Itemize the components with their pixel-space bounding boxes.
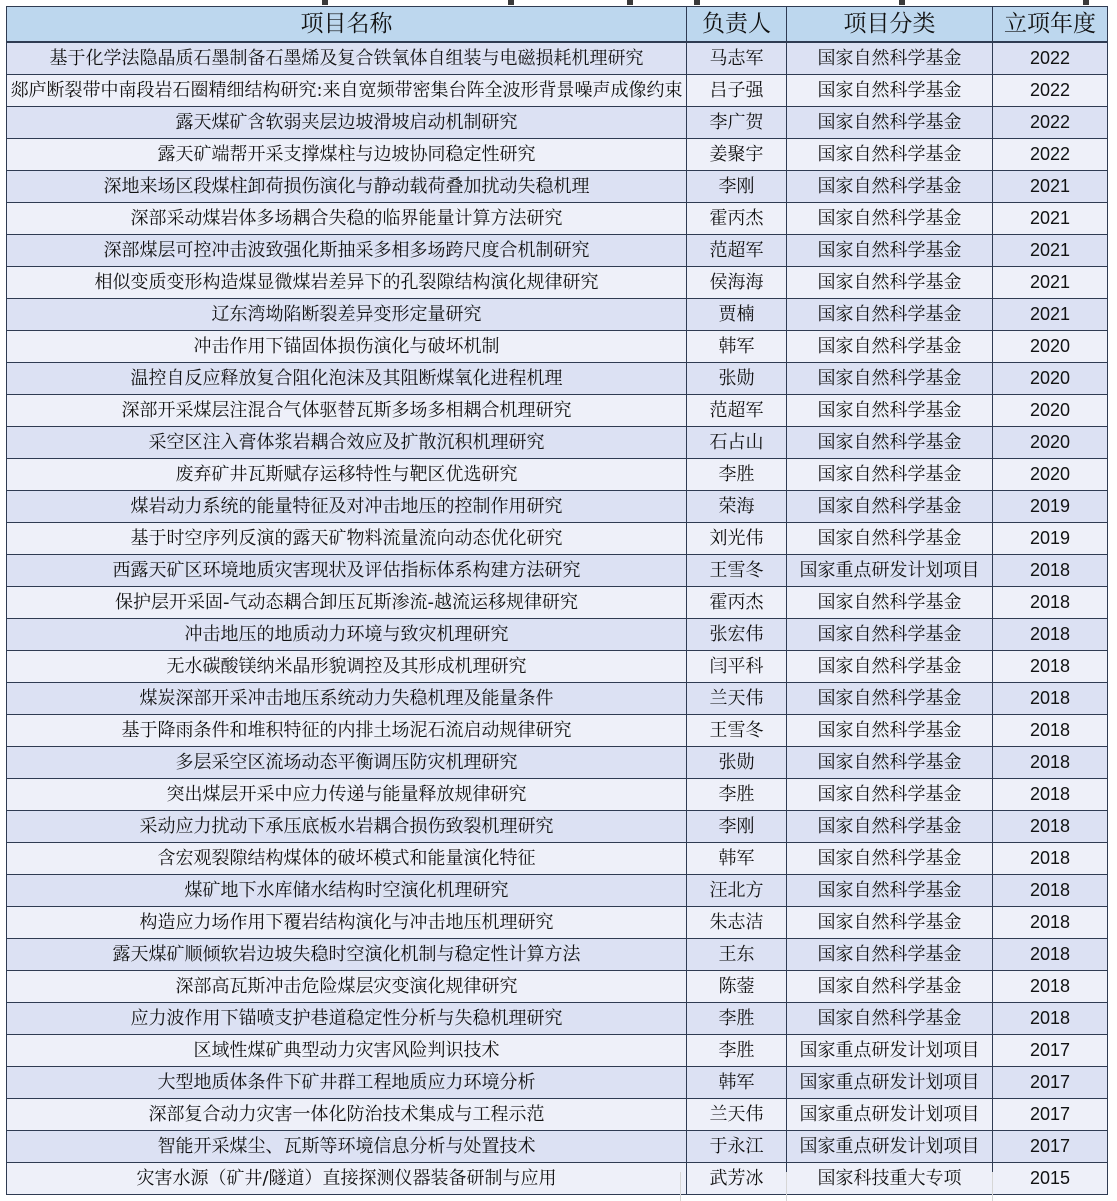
table-row [7,427,1108,459]
table-row [7,107,1108,139]
project-name-cell[interactable]: 含宏观裂隙结构煤体的破坏模式和能量演化特征 [7,843,687,875]
leader-cell[interactable]: 马志军 [687,42,787,75]
year-cell[interactable]: 2017 [993,1067,1108,1099]
leader-cell[interactable]: 张勋 [687,363,787,395]
year-cell[interactable]: 2018 [993,1003,1108,1035]
year-cell[interactable]: 2021 [993,267,1108,299]
year-cell[interactable]: 2021 [993,299,1108,331]
leader-cell[interactable]: 王雪冬 [687,555,787,587]
leader-cell[interactable]: 霍丙杰 [687,203,787,235]
year-cell[interactable]: 2015 [993,1163,1108,1195]
leader-cell[interactable]: 王东 [687,939,787,971]
project-name-cell[interactable]: 大型地质体条件下矿井群工程地质应力环境分析 [7,1067,687,1099]
year-cell[interactable]: 2018 [993,779,1108,811]
category-cell[interactable]: 国家重点研发计划项目 [787,1099,993,1131]
cell-border-marker [694,0,700,5]
leader-cell[interactable]: 李胜 [687,779,787,811]
project-name-cell[interactable]: 区域性煤矿典型动力灾害风险判识技术 [7,1035,687,1067]
year-cell[interactable]: 2021 [993,235,1108,267]
leader-cell[interactable]: 侯海海 [687,267,787,299]
table-row [7,459,1108,491]
project-name-cell[interactable]: 辽东湾坳陷断裂差异变形定量研究 [7,299,687,331]
project-name-cell[interactable]: 西露天矿区环境地质灾害现状及评估指标体系构建方法研究 [7,555,687,587]
leader-cell[interactable]: 张勋 [687,747,787,779]
year-cell[interactable]: 2020 [993,427,1108,459]
category-cell[interactable]: 国家自然科学基金 [787,1003,993,1035]
table-row [7,1131,1108,1163]
project-name-cell[interactable]: 冲击作用下锚固体损伤演化与破坏机制 [7,331,687,363]
year-cell[interactable]: 2017 [993,1099,1108,1131]
year-cell[interactable]: 2020 [993,459,1108,491]
year-cell[interactable]: 2022 [993,139,1108,171]
gridline [786,1172,787,1201]
header-row [7,7,1108,43]
project-name-cell[interactable]: 相似变质变形构造煤显微煤岩差异下的孔裂隙结构演化规律研究 [7,267,687,299]
leader-cell[interactable]: 韩军 [687,843,787,875]
table-row [7,363,1108,395]
project-name-cell[interactable]: 采空区注入膏体浆岩耦合效应及扩散沉积机理研究 [7,427,687,459]
table-row [7,523,1108,555]
category-cell[interactable]: 国家自然科学基金 [787,42,993,75]
table-row [7,683,1108,715]
table-row [7,171,1108,203]
year-cell[interactable]: 2021 [993,203,1108,235]
category-cell[interactable]: 国家自然科学基金 [787,395,993,427]
project-name-cell[interactable]: 保护层开采固-气动态耦合卸压瓦斯渗流-越流运移规律研究 [7,587,687,619]
category-cell[interactable]: 国家自然科学基金 [787,587,993,619]
category-cell[interactable]: 国家自然科学基金 [787,939,993,971]
year-cell[interactable]: 2018 [993,715,1108,747]
year-cell[interactable]: 2018 [993,875,1108,907]
table-row [7,1035,1108,1067]
table-row [7,1003,1108,1035]
category-cell[interactable]: 国家自然科学基金 [787,811,993,843]
header-project-name[interactable]: 项目名称 [7,7,687,43]
leader-cell[interactable]: 李胜 [687,1003,787,1035]
project-name-cell[interactable]: 深部煤层可控冲击波致强化斯抽采多相多场跨尺度合机制研究 [7,235,687,267]
leader-cell[interactable]: 范超军 [687,395,787,427]
leader-cell[interactable]: 兰天伟 [687,1099,787,1131]
category-cell[interactable]: 国家重点研发计划项目 [787,1067,993,1099]
category-cell[interactable]: 国家自然科学基金 [787,363,993,395]
cell-border-marker [627,0,633,5]
leader-cell[interactable]: 韩军 [687,331,787,363]
table-row [7,331,1108,363]
project-name-cell[interactable]: 深地来场区段煤柱卸荷损伤演化与静动载荷叠加扰动失稳机理 [7,171,687,203]
header-leader[interactable]: 负责人 [687,7,787,43]
year-cell[interactable]: 2020 [993,395,1108,427]
year-cell[interactable]: 2018 [993,939,1108,971]
table-row [7,939,1108,971]
project-name-cell[interactable]: 构造应力场作用下覆岩结构演化与冲击地压机理研究 [7,907,687,939]
table-row [7,491,1108,523]
year-cell[interactable]: 2018 [993,587,1108,619]
leader-cell[interactable]: 陈蓥 [687,971,787,1003]
leader-cell[interactable]: 李胜 [687,459,787,491]
leader-cell[interactable]: 兰天伟 [687,683,787,715]
leader-cell[interactable]: 荣海 [687,491,787,523]
category-cell[interactable]: 国家自然科学基金 [787,683,993,715]
category-cell[interactable]: 国家自然科学基金 [787,171,993,203]
leader-cell[interactable]: 于永江 [687,1131,787,1163]
table-row [7,1099,1108,1131]
project-name-cell[interactable]: 无水碳酸镁纳米晶形貌调控及其形成机理研究 [7,651,687,683]
leader-cell[interactable]: 范超军 [687,235,787,267]
leader-cell[interactable]: 贾楠 [687,299,787,331]
table-row [7,971,1108,1003]
leader-cell[interactable]: 汪北方 [687,875,787,907]
gridline [680,1172,681,1201]
category-cell[interactable]: 国家自然科学基金 [787,459,993,491]
project-table [6,6,1108,1195]
category-cell[interactable]: 国家自然科学基金 [787,651,993,683]
leader-cell[interactable]: 张宏伟 [687,619,787,651]
table-row [7,715,1108,747]
table-row [7,395,1108,427]
cell-border-marker [508,0,514,5]
project-name-cell[interactable]: 深部采动煤岩体多场耦合失稳的临界能量计算方法研究 [7,203,687,235]
project-name-cell[interactable]: 露天矿端帮开采支撑煤柱与边坡协同稳定性研究 [7,139,687,171]
header-category[interactable]: 项目分类 [787,7,993,43]
year-cell[interactable]: 2022 [993,75,1108,107]
table-body [7,42,1108,1195]
leader-cell[interactable]: 李广贺 [687,107,787,139]
table-row [7,651,1108,683]
category-cell[interactable]: 国家自然科学基金 [787,107,993,139]
year-cell[interactable]: 2017 [993,1131,1108,1163]
category-cell[interactable]: 国家自然科学基金 [787,427,993,459]
gridline [992,1172,993,1201]
project-name-cell[interactable]: 温控自反应释放复合阻化泡沫及其阻断煤氧化进程机理 [7,363,687,395]
leader-cell[interactable]: 王雪冬 [687,715,787,747]
table-row [7,1067,1108,1099]
category-cell[interactable]: 国家自然科学基金 [787,875,993,907]
table-row [7,619,1108,651]
year-cell[interactable]: 2021 [993,171,1108,203]
category-cell[interactable]: 国家科技重大专项 [787,1163,993,1195]
year-cell[interactable]: 2018 [993,843,1108,875]
table-row [7,907,1108,939]
category-cell[interactable]: 国家自然科学基金 [787,619,993,651]
project-name-cell[interactable]: 多层采空区流场动态平衡调压防灾机理研究 [7,747,687,779]
year-cell[interactable]: 2020 [993,363,1108,395]
year-cell[interactable]: 2018 [993,971,1108,1003]
year-cell[interactable]: 2018 [993,651,1108,683]
year-cell[interactable]: 2018 [993,811,1108,843]
year-cell[interactable]: 2018 [993,619,1108,651]
project-name-cell[interactable]: 灾害水源（矿井/隧道）直接探测仪器装备研制与应用 [7,1163,687,1195]
category-cell[interactable]: 国家自然科学基金 [787,907,993,939]
leader-cell[interactable]: 刘光伟 [687,523,787,555]
category-cell[interactable]: 国家自然科学基金 [787,491,993,523]
project-name-cell[interactable]: 深部复合动力灾害一体化防治技术集成与工程示范 [7,1099,687,1131]
table-row [7,267,1108,299]
category-cell[interactable]: 国家自然科学基金 [787,747,993,779]
project-name-cell[interactable]: 基于降雨条件和堆积特征的内排土场泥石流启动规律研究 [7,715,687,747]
year-cell[interactable]: 2022 [993,42,1108,75]
category-cell[interactable]: 国家自然科学基金 [787,267,993,299]
table-row [7,555,1108,587]
table-row [7,139,1108,171]
category-cell[interactable]: 国家自然科学基金 [787,331,993,363]
category-cell[interactable]: 国家重点研发计划项目 [787,555,993,587]
project-name-cell[interactable]: 深部高瓦斯冲击危险煤层灾变演化规律研究 [7,971,687,1003]
project-name-cell[interactable]: 冲击地压的地质动力环境与致灾机理研究 [7,619,687,651]
leader-cell[interactable]: 李刚 [687,811,787,843]
category-cell[interactable]: 国家自然科学基金 [787,715,993,747]
project-name-cell[interactable]: 基于时空序列反演的露天矿物料流量流向动态优化研究 [7,523,687,555]
leader-cell[interactable]: 李刚 [687,171,787,203]
table-row [7,747,1108,779]
table-row [7,1163,1108,1195]
project-name-cell[interactable]: 采动应力扰动下承压底板水岩耦合损伤致裂机理研究 [7,811,687,843]
table-row [7,203,1108,235]
project-name-cell[interactable]: 郯庐断裂带中南段岩石圈精细结构研究:来自宽频带密集台阵全波形背景噪声成像约束 [7,75,687,107]
leader-cell[interactable]: 韩军 [687,1067,787,1099]
leader-cell[interactable]: 石占山 [687,427,787,459]
category-cell[interactable]: 国家重点研发计划项目 [787,1131,993,1163]
cell-border-marker [322,0,328,5]
project-name-cell[interactable]: 露天煤矿顺倾软岩边坡失稳时空演化机制与稳定性计算方法 [7,939,687,971]
year-cell[interactable]: 2017 [993,1035,1108,1067]
project-name-cell[interactable]: 突出煤层开采中应力传递与能量释放规律研究 [7,779,687,811]
cell-border-marker [1083,0,1089,5]
leader-cell[interactable]: 吕子强 [687,75,787,107]
leader-cell[interactable]: 朱志洁 [687,907,787,939]
project-name-cell[interactable]: 基于化学法隐晶质石墨制备石墨烯及复合铁氧体自组装与电磁损耗机理研究 [7,42,687,75]
leader-cell[interactable]: 李胜 [687,1035,787,1067]
year-cell[interactable]: 2019 [993,491,1108,523]
project-name-cell[interactable]: 智能开采煤尘、瓦斯等环境信息分析与处置技术 [7,1131,687,1163]
leader-cell[interactable]: 姜聚宇 [687,139,787,171]
year-cell[interactable]: 2020 [993,331,1108,363]
category-cell[interactable]: 国家自然科学基金 [787,75,993,107]
category-cell[interactable]: 国家自然科学基金 [787,235,993,267]
year-cell[interactable]: 2019 [993,523,1108,555]
leader-cell[interactable]: 闫平科 [687,651,787,683]
category-cell[interactable]: 国家自然科学基金 [787,971,993,1003]
category-cell[interactable]: 国家自然科学基金 [787,843,993,875]
year-cell[interactable]: 2018 [993,747,1108,779]
project-name-cell[interactable]: 煤矿地下水库储水结构时空演化机理研究 [7,875,687,907]
table-row [7,811,1108,843]
project-name-cell[interactable]: 废弃矿井瓦斯赋存运移特性与靶区优选研究 [7,459,687,491]
table-row [7,42,1108,75]
table-row [7,843,1108,875]
header-year[interactable]: 立项年度 [993,7,1108,43]
category-cell[interactable]: 国家自然科学基金 [787,779,993,811]
project-name-cell[interactable]: 应力波作用下锚喷支护巷道稳定性分析与失稳机理研究 [7,1003,687,1035]
table-row [7,75,1108,107]
category-cell[interactable]: 国家自然科学基金 [787,299,993,331]
year-cell[interactable]: 2022 [993,107,1108,139]
category-cell[interactable]: 国家自然科学基金 [787,139,993,171]
year-cell[interactable]: 2018 [993,907,1108,939]
project-name-cell[interactable]: 煤炭深部开采冲击地压系统动力失稳机理及能量条件 [7,683,687,715]
year-cell[interactable]: 2018 [993,683,1108,715]
category-cell[interactable]: 国家自然科学基金 [787,523,993,555]
year-cell[interactable]: 2018 [993,555,1108,587]
project-name-cell[interactable]: 煤岩动力系统的能量特征及对冲击地压的控制作用研究 [7,491,687,523]
table-row [7,779,1108,811]
project-name-cell[interactable]: 露天煤矿含软弱夹层边坡滑坡启动机制研究 [7,107,687,139]
cell-border-marker [899,0,905,5]
leader-cell[interactable]: 霍丙杰 [687,587,787,619]
project-name-cell[interactable]: 深部开采煤层注混合气体驱替瓦斯多场多相耦合机理研究 [7,395,687,427]
leader-cell[interactable]: 武芳冰 [687,1163,787,1195]
table-row [7,875,1108,907]
table-row [7,299,1108,331]
table-row [7,235,1108,267]
table-row [7,587,1108,619]
category-cell[interactable]: 国家重点研发计划项目 [787,1035,993,1067]
category-cell[interactable]: 国家自然科学基金 [787,203,993,235]
